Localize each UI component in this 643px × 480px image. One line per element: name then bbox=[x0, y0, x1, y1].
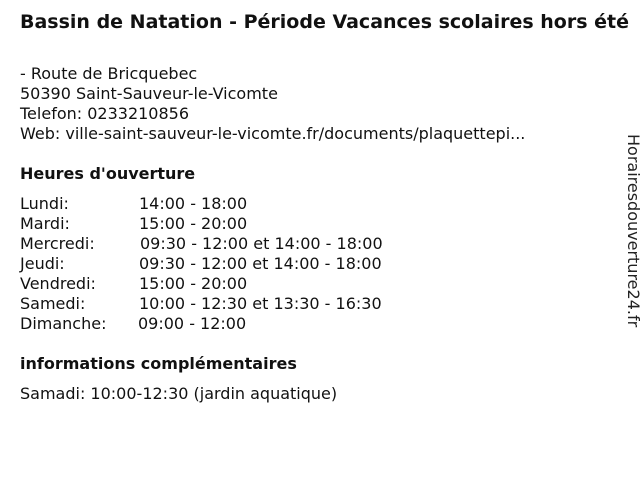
hours-row-friday bbox=[20, 274, 383, 294]
opening-hours-table bbox=[20, 194, 383, 334]
time-value: 15:00 - 20:00 bbox=[139, 274, 248, 293]
additional-info-heading: informations complémentaires bbox=[20, 354, 297, 373]
site-watermark: Horairesdouverture24.fr bbox=[624, 134, 643, 328]
hours-row-saturday bbox=[20, 294, 383, 314]
additional-info-text: Samadi: 10:00-12:30 (jardin aquatique) bbox=[20, 384, 338, 403]
day-label: Mercredi: bbox=[20, 234, 95, 253]
hours-row-thursday bbox=[20, 254, 383, 274]
day-label: Vendredi: bbox=[20, 274, 96, 293]
time-value: 09:30 - 12:00 et 14:00 - 18:00 bbox=[140, 234, 383, 253]
day-label: Mardi: bbox=[20, 214, 70, 233]
opening-hours-heading: Heures d'ouverture bbox=[20, 164, 196, 183]
hours-row-sunday bbox=[20, 314, 383, 334]
time-value: 14:00 - 18:00 bbox=[139, 194, 248, 213]
street-address: - Route de Bricquebec bbox=[20, 64, 198, 83]
day-label: Jeudi: bbox=[20, 254, 65, 273]
phone-number: Telefon: 0233210856 bbox=[20, 104, 190, 123]
hours-row-monday bbox=[20, 194, 383, 214]
website-link-text[interactable]: Web: ville-saint-sauveur-le-vicomte.fr/documents/plaquettepi... bbox=[20, 124, 526, 143]
city-address: 50390 Saint-Sauveur-le-Vicomte bbox=[20, 84, 278, 103]
day-label: Lundi: bbox=[20, 194, 69, 213]
page-title: Bassin de Natation - Période Vacances scolaires hors été bbox=[20, 11, 629, 33]
hours-row-tuesday bbox=[20, 214, 383, 234]
day-label: Dimanche: bbox=[20, 314, 107, 333]
time-value: 10:00 - 12:30 et 13:30 - 16:30 bbox=[139, 294, 382, 313]
website-link[interactable] bbox=[20, 124, 525, 144]
time-value: 15:00 - 20:00 bbox=[139, 214, 248, 233]
time-value: 09:30 - 12:00 et 14:00 - 18:00 bbox=[139, 254, 382, 273]
hours-row-wednesday bbox=[20, 234, 383, 254]
time-value: 09:00 - 12:00 bbox=[138, 314, 247, 333]
address-block bbox=[20, 64, 525, 144]
day-label: Samedi: bbox=[20, 294, 86, 313]
